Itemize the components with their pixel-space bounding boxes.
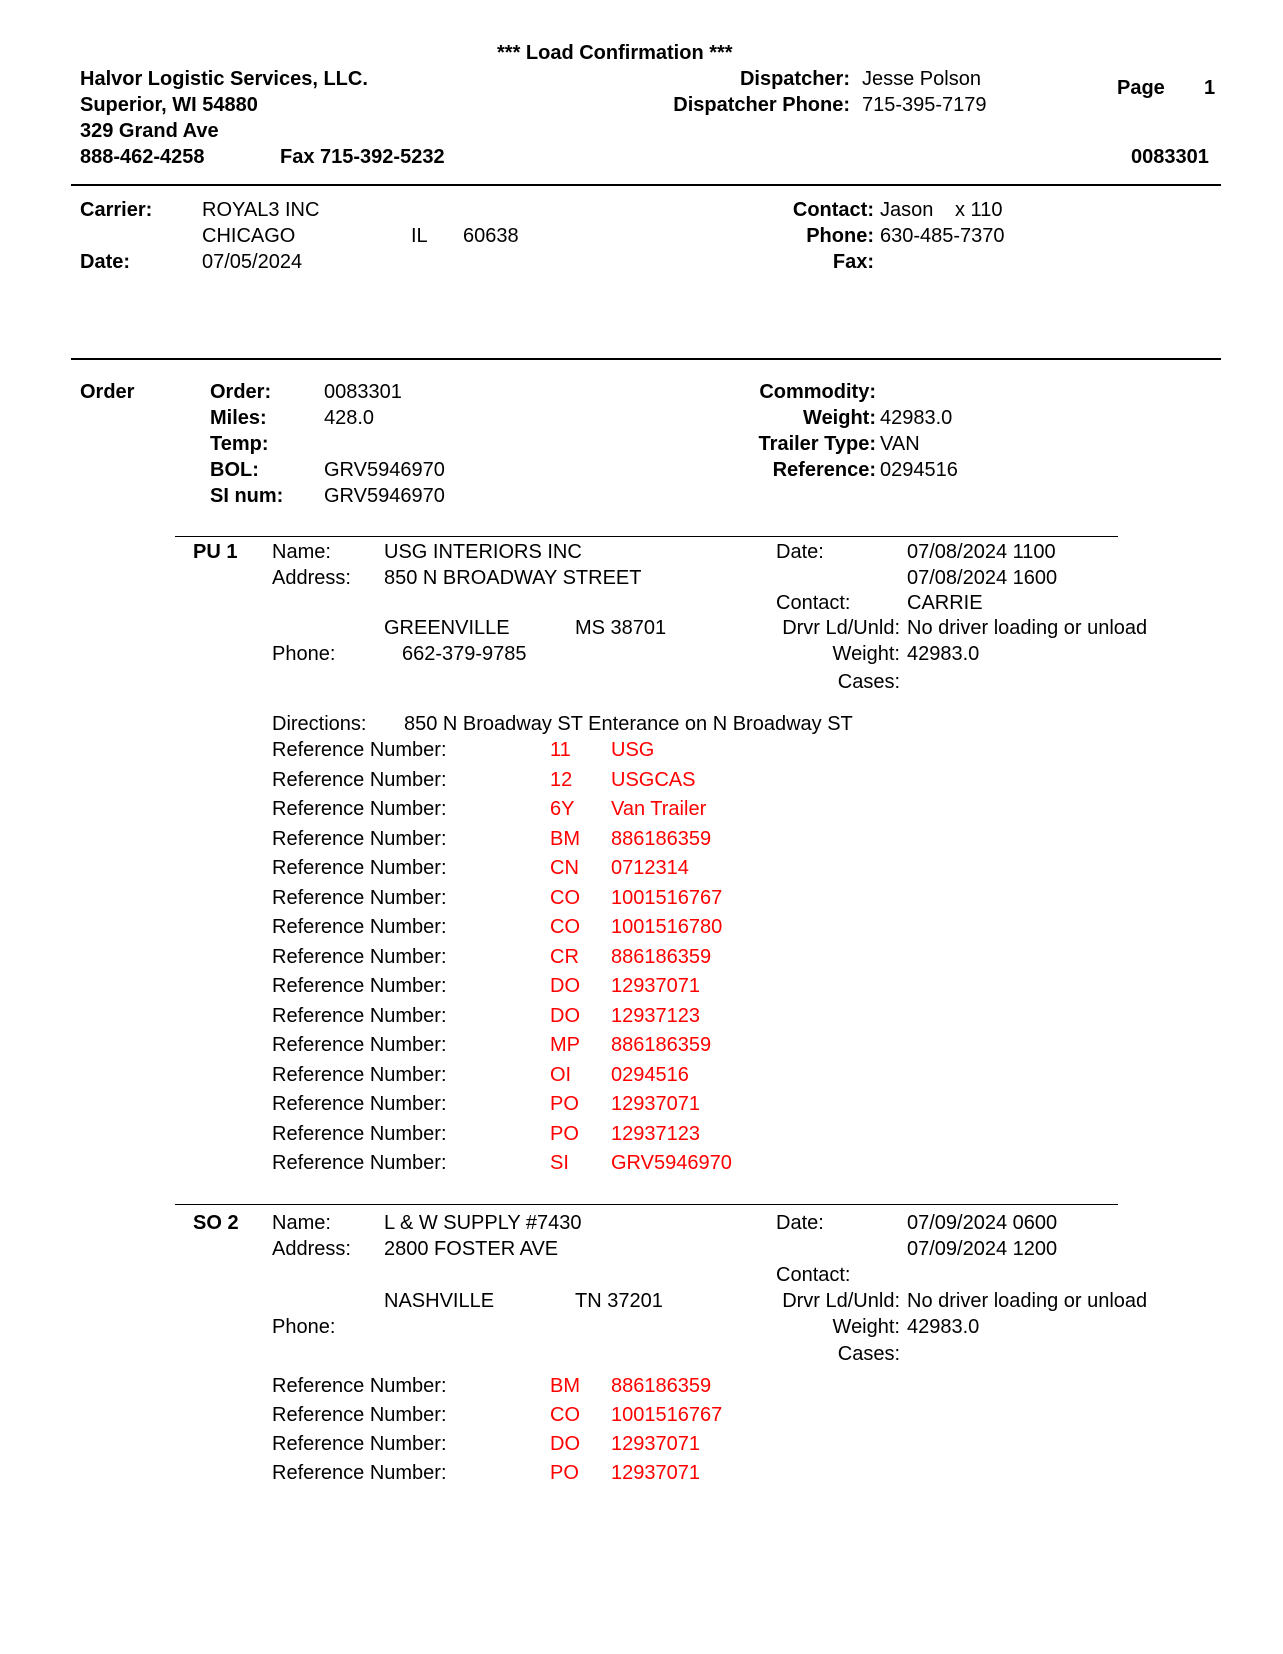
reference-value: 886186359 [611, 1034, 712, 1056]
pickup-name-label: Name: [272, 541, 331, 563]
reference-code: SI [550, 1152, 569, 1174]
reference-value: 1001516767 [611, 1404, 723, 1426]
carrier-name: ROYAL3 INC [202, 199, 320, 221]
reference-number-label: Reference Number: [272, 1433, 447, 1455]
reference-code: CO [550, 916, 580, 938]
reference-number-label: Reference Number: [272, 739, 447, 761]
reference-number-label: Reference Number: [272, 1034, 447, 1056]
order-value: 0083301 [324, 381, 402, 403]
commodity-label: Commodity: [759, 381, 876, 403]
reference-number-label: Reference Number: [272, 827, 447, 850]
dropoff-city: NASHVILLE [384, 1290, 495, 1312]
reference-number-label: Reference Number: [272, 886, 447, 909]
reference-number-label: Reference Number: [272, 1462, 447, 1484]
dispatcher-phone-label: Dispatcher Phone: [673, 94, 850, 116]
miles-label: Miles: [210, 407, 267, 429]
reference-value: 886186359 [611, 945, 712, 968]
dispatcher-name: Jesse Polson [862, 68, 981, 90]
reference-code: 11 [550, 739, 571, 761]
dropoff-weight: 42983.0 [907, 1316, 980, 1338]
company-name: Halvor Logistic Services, LLC. [80, 68, 368, 90]
carrier-label: Carrier: [80, 199, 153, 221]
reference-number-label: Reference Number: [272, 1375, 447, 1397]
dropoff-address-label: Address: [272, 1238, 351, 1260]
reference-value: 12937071 [611, 1433, 700, 1455]
carrier-date-label: Date: [80, 251, 131, 273]
reference-number-label: Reference Number: [272, 857, 447, 879]
trailer-value: VAN [880, 433, 920, 455]
header-order-number: 0083301 [1131, 146, 1209, 168]
reference-value: 12937123 [611, 1004, 700, 1027]
reference-value: GRV5946970 [611, 1152, 732, 1174]
pickup-stop-label: PU 1 [193, 541, 238, 563]
reference-code: CR [550, 945, 579, 968]
reference-value: 12937071 [611, 975, 700, 997]
reference-code: OI [550, 1063, 572, 1086]
reference-value: USG [611, 739, 655, 761]
reference-value: 0294516 [611, 1063, 689, 1086]
bol-value: GRV5946970 [324, 459, 445, 481]
page-label: Page [1117, 77, 1165, 99]
dropoff-contact-label: Contact: [776, 1264, 851, 1286]
pickup-state-zip: MS 38701 [575, 617, 667, 639]
dropoff-stop-label: SO 2 [193, 1212, 239, 1234]
reference-code: BM [550, 1375, 580, 1397]
reference-code: DO [550, 1004, 580, 1027]
pickup-city: GREENVILLE [384, 617, 510, 639]
pickup-name: USG INTERIORS INC [384, 541, 582, 563]
page-number: 1 [1204, 77, 1216, 99]
reference-label: Reference: [772, 459, 876, 481]
carrier-fax-label: Fax: [832, 251, 874, 273]
reference-number-label: Reference Number: [272, 945, 447, 968]
trailer-label: Trailer Type: [758, 433, 876, 455]
dropoff-name-label: Name: [272, 1212, 331, 1234]
reference-code: CN [550, 857, 579, 879]
dispatcher-label: Dispatcher: [739, 68, 850, 90]
order-section-label: Order [80, 381, 135, 403]
dropoff-date-1: 07/09/2024 0600 [907, 1212, 1058, 1234]
dropoff-state-zip: TN 37201 [575, 1290, 663, 1312]
order-label: Order: [210, 381, 272, 403]
reference-number-label: Reference Number: [272, 975, 447, 997]
pickup-divider [175, 536, 1118, 537]
reference-value: Van Trailer [611, 798, 707, 820]
carrier-state: IL [411, 225, 428, 247]
pickup-drvr: No driver loading or unload [907, 617, 1148, 639]
carrier-phone: 630-485-7370 [880, 225, 1005, 247]
dropoff-divider [175, 1204, 1118, 1205]
company-street: 329 Grand Ave [80, 120, 219, 142]
pickup-phone-label: Phone: [272, 643, 336, 665]
reference-code: CO [550, 1404, 580, 1426]
reference-code: PO [550, 1093, 579, 1115]
document-title: *** Load Confirmation *** [497, 42, 733, 64]
carrier-phone-label: Phone: [806, 225, 874, 247]
bol-label: BOL: [210, 459, 259, 481]
si-label: SI num: [210, 485, 284, 507]
reference-number-label: Reference Number: [272, 916, 447, 938]
dropoff-address: 2800 FOSTER AVE [384, 1238, 559, 1260]
pickup-drvr-label: Drvr Ld/Unld: [782, 617, 900, 639]
pickup-cases-label: Cases: [837, 671, 900, 693]
reference-value: 1001516767 [611, 886, 723, 909]
temp-label: Temp: [210, 433, 269, 455]
reference-code: 12 [550, 768, 573, 791]
dropoff-phone-label: Phone: [272, 1316, 336, 1338]
carrier-city: CHICAGO [202, 225, 296, 247]
pickup-address: 850 N BROADWAY STREET [384, 567, 642, 589]
pickup-weight-label: Weight: [832, 643, 900, 665]
reference-code: MP [550, 1034, 580, 1056]
dropoff-drvr: No driver loading or unload [907, 1290, 1148, 1312]
dropoff-drvr-label: Drvr Ld/Unld: [782, 1290, 900, 1312]
dropoff-cases-label: Cases: [837, 1343, 900, 1365]
pickup-address-label: Address: [272, 567, 351, 589]
reference-code: DO [550, 1433, 580, 1455]
carrier-divider [71, 358, 1221, 360]
pickup-contact: CARRIE [907, 592, 983, 614]
pickup-date-label: Date: [776, 541, 824, 563]
reference-code: 6Y [550, 798, 575, 820]
dropoff-name: L & W SUPPLY #7430 [384, 1212, 582, 1234]
reference-number-label: Reference Number: [272, 1063, 447, 1086]
order-weight: 42983.0 [880, 407, 953, 429]
reference-code: PO [550, 1122, 579, 1145]
company-city: Superior, WI 54880 [80, 94, 258, 116]
carrier-contact-ext: x 110 [955, 199, 1003, 221]
reference-code: DO [550, 975, 580, 997]
reference-number-label: Reference Number: [272, 1122, 447, 1145]
order-weight-label: Weight: [803, 407, 876, 429]
miles-value: 428.0 [324, 407, 375, 429]
reference-value: 12937071 [611, 1462, 700, 1484]
reference-value: 0712314 [611, 857, 689, 879]
pickup-date-1: 07/08/2024 1100 [907, 541, 1056, 563]
pickup-contact-label: Contact: [776, 592, 851, 614]
reference-value: 886186359 [611, 827, 712, 850]
si-value: GRV5946970 [324, 485, 445, 507]
pickup-date-2: 07/08/2024 1600 [907, 567, 1058, 589]
company-phone: 888-462-4258 [80, 146, 205, 168]
reference-value: 1001516780 [611, 916, 723, 938]
reference-value: 12937071 [611, 1093, 700, 1115]
pickup-phone: 662-379-9785 [402, 643, 527, 665]
reference-value: 886186359 [611, 1375, 712, 1397]
reference-number-label: Reference Number: [272, 1152, 447, 1174]
dispatcher-phone: 715-395-7179 [862, 94, 987, 116]
reference-number-label: Reference Number: [272, 1404, 447, 1426]
reference-code: CO [550, 886, 580, 909]
reference-code: PO [550, 1462, 579, 1484]
dropoff-date-2: 07/09/2024 1200 [907, 1238, 1058, 1260]
reference-number-label: Reference Number: [272, 768, 447, 791]
dropoff-weight-label: Weight: [832, 1316, 900, 1338]
pickup-directions-label: Directions: [272, 713, 367, 735]
reference-number-label: Reference Number: [272, 1004, 447, 1027]
header-divider [71, 184, 1221, 186]
reference-value: 0294516 [880, 459, 958, 481]
company-fax: Fax 715-392-5232 [280, 146, 445, 168]
pickup-weight: 42983.0 [907, 643, 980, 665]
dropoff-date-label: Date: [776, 1212, 824, 1234]
carrier-contact: Jason [880, 199, 934, 221]
reference-number-label: Reference Number: [272, 1093, 447, 1115]
pickup-directions: 850 N Broadway ST Enterance on N Broadway ST [404, 713, 853, 735]
reference-value: USGCAS [611, 768, 696, 791]
reference-value: 12937123 [611, 1122, 700, 1145]
carrier-contact-label: Contact: [792, 199, 874, 221]
carrier-zip: 60638 [463, 225, 519, 247]
reference-code: BM [550, 827, 580, 850]
carrier-date: 07/05/2024 [202, 251, 303, 273]
reference-number-label: Reference Number: [272, 798, 447, 820]
